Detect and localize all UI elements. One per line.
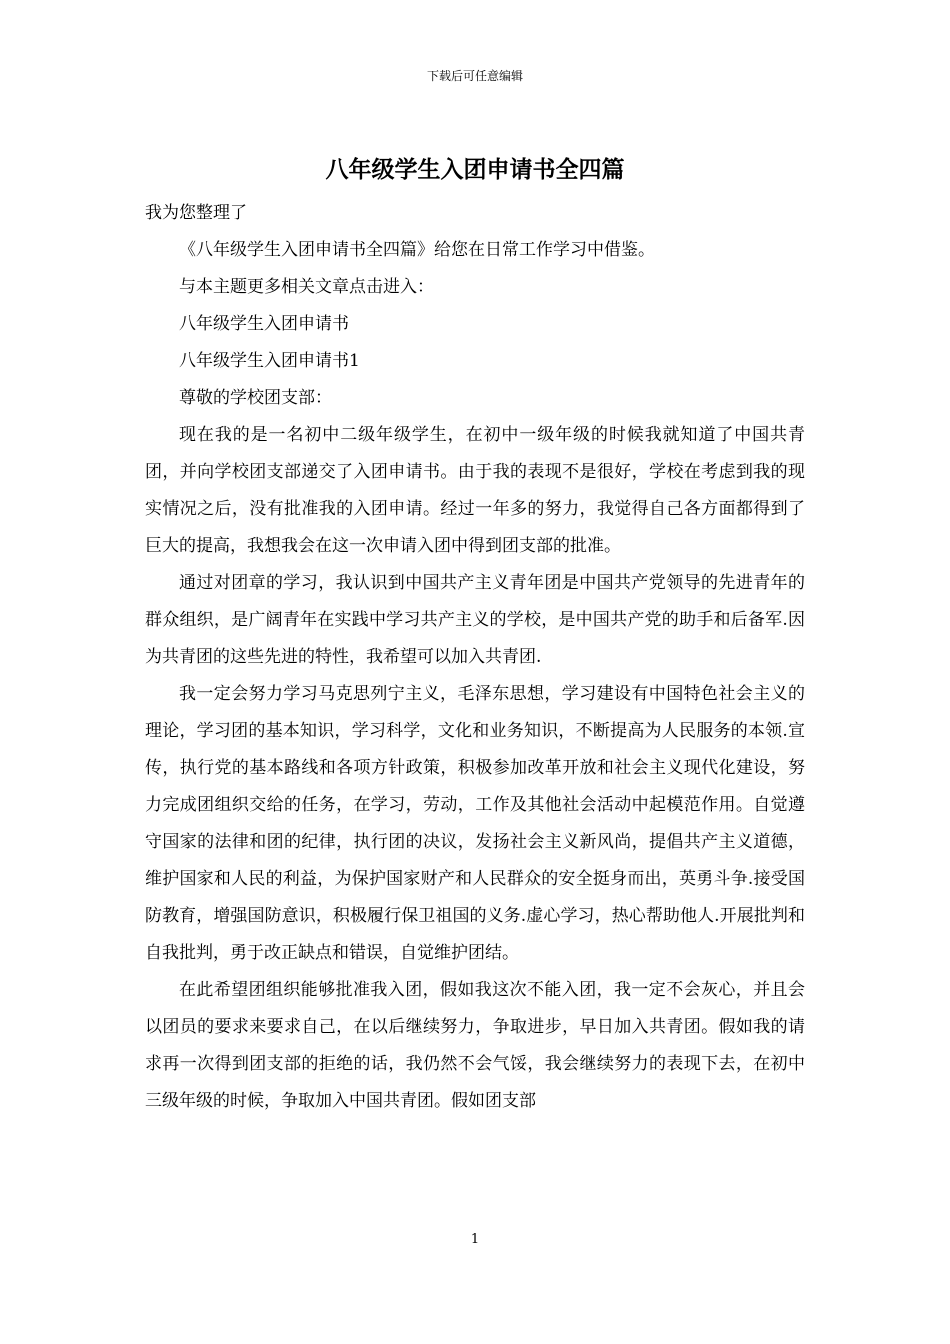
paragraph-intro: 我为您整理了: [145, 203, 247, 223]
paragraph-related-prompt: 与本主题更多相关文章点击进入：: [179, 277, 434, 297]
related-article-link[interactable]: 八年级学生入团申请书: [179, 314, 349, 334]
salutation: 尊敬的学校团支部：: [179, 388, 332, 408]
body-paragraph-4: 在此希望团组织能够批准我入团，假如我这次不能入团，我一定不会灰心，并且会以团员的要求来要求自己，在以后继续努力，争取进步，早日加入共青团。假如我的请求再一次得到团支部的拒绝的话，我仍然不会气馁，我会继续努力的表现下去，在初中三级年级的时候，争取加入中国共青团。假如团支部: [145, 980, 805, 1111]
body-paragraph-3: 我一定会努力学习马克思列宁主义，毛泽东思想，学习建设有中国特色社会主义的理论，学习团的基本知识，学习科学，文化和业务知识，不断提高为人民服务的本领.宣传，执行党的基本路线和各项方针政策，积极参加改革开放和社会主义现代化建设，努力完成团组织交给的任务，在学习，劳动，工作及其他社会活动中起模范作用。自觉遵守国家的法律和团的纪律，执行团的决议，发扬社会主义新风尚，提倡共产主义道德，维护国家和人民的利益，为保护国家财产和人民群众的安全挺身而出，英勇斗争.接受国防教育，增强国防意识，积极履行保卫祖国的义务.虚心学习，热心帮助他人.开展批判和自我批判，勇于改正缺点和错误，自觉维护团结。: [145, 684, 805, 963]
header-note: 下载后可任意编辑: [426, 69, 523, 83]
body-paragraph-1: 现在我的是一名初中二级年级学生，在初中一级年级的时候我就知道了中国共青团，并向学校团支部递交了入团申请书。由于我的表现不是很好，学校在考虑到我的现实情况之后，没有批准我的入团申请。经过一年多的努力，我觉得自己各方面都得到了巨大的提高，我想我会在这一次申请入团中得到团支部的批准。: [145, 425, 805, 556]
body-paragraph-2: 通过对团章的学习，我认识到中国共产主义青年团是中国共产党领导的先进青年的群众组织，是广阔青年在实践中学习共产主义的学校，是中国共产党的助手和后备军.因为共青团的这些先进的特性，我希望可以加入共青团.: [145, 573, 805, 667]
document-title: 八年级学生入团申请书全四篇: [325, 156, 625, 183]
document-body: [145, 195, 805, 1120]
section-heading: 八年级学生入团申请书1: [179, 351, 360, 371]
page-number: 1: [470, 1232, 480, 1247]
paragraph-intro-title: 《八年级学生入团申请书全四篇》给您在日常工作学习中借鉴。: [179, 240, 655, 260]
